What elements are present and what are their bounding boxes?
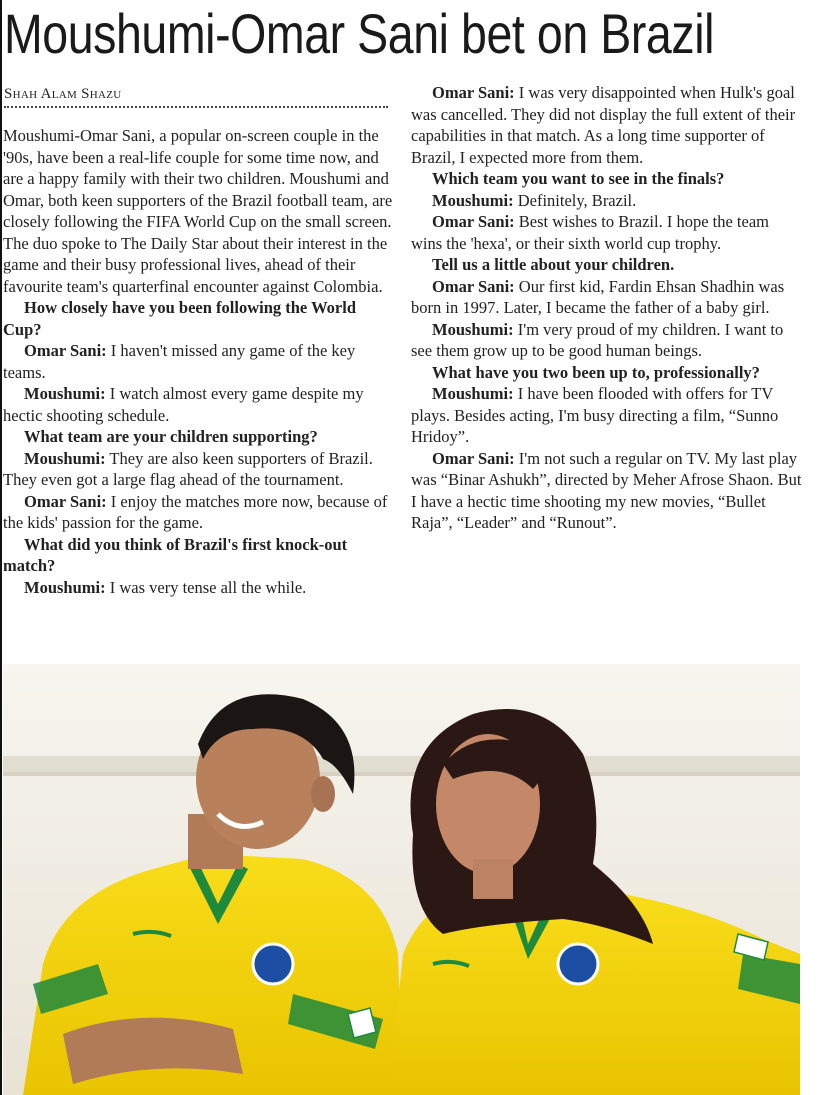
answer-text: I enjoy the matches more now, because of the kids' passion for the game. [3, 491, 388, 532]
answer [411, 190, 803, 212]
intro-paragraph: Moushumi-Omar Sani, a popular on-screen couple in the '90s, have been a real-life couple for some time now, and are a happy family with their two children. Moushumi and Omar, both keen supporters of the Brazil football team, are closely following the FIFA World Cup on the small screen. The duo spoke to The Daily Star about their interest in the game and their busy professional lives, ahead of their favourite team's quarterfinal encounter against Colombia. [3, 126, 393, 296]
photo-wall-ledge [3, 756, 800, 772]
speaker-name: Omar Sani: [24, 491, 107, 511]
speaker-name: Moushumi: [24, 384, 106, 403]
couple-photo [3, 664, 800, 1095]
question: How closely have you been following the World Cup? [3, 298, 356, 339]
speaker-name: Omar Sani: [432, 276, 515, 296]
question: Tell us a little about your children. [432, 255, 675, 274]
answer [411, 448, 803, 534]
answer-text: I have been flooded with offers for TV plays. Besides acting, I'm busy directing a film, “Sunno Hridoy”. [411, 384, 779, 446]
answer [411, 383, 803, 448]
answer-text: Best wishes to Brazil. I hope the team wins the 'hexa', or their sixth world cup trophy. [411, 212, 769, 253]
answer [411, 276, 803, 319]
speaker-name: Moushumi: [432, 319, 514, 339]
speaker-name: Omar Sani: [432, 448, 515, 468]
speaker-name: Moushumi: [432, 384, 514, 403]
speaker-name: Omar Sani: [24, 341, 107, 360]
answer-text: I'm not such a regular on TV. My last play was “Binar Ashukh”, directed by Meher Afrose Shaon. But I have a hectic time shooting my new movies, “Bullet Raja”, “Leader” and “Runout”. [411, 448, 802, 532]
article-column-right [411, 82, 803, 534]
photo-wall-shadow [3, 772, 800, 776]
answer-text: I'm very proud of my children. I want to see them grow up to be good human beings. [411, 319, 784, 360]
speaker-name: Omar Sani: [432, 83, 515, 102]
column-rule [0, 0, 2, 1095]
answer [3, 577, 393, 599]
answer-text: They are also keen supporters of Brazil. They even got a large flag ahead of the tournament. [3, 448, 373, 489]
answer-text: I haven't missed any game of the key teams. [3, 341, 356, 382]
article-column-left [3, 125, 393, 598]
answer-text: I was very disappointed when Hulk's goal was cancelled. They did not display the full extent of their capabilities in that match. As a long time supporter of Brazil, I expected more from them. [411, 83, 796, 167]
question: What team are your children supporting? [24, 427, 318, 446]
answer [411, 82, 803, 168]
dotted-divider [4, 106, 388, 108]
answer [3, 383, 393, 426]
headline: Moushumi-Omar Sani bet on Brazil [4, 2, 715, 65]
answer [411, 211, 803, 254]
answer-text: Our first kid, Fardin Ehsan Shadhin was born in 1997. Later, I became the father of a baby girl. [411, 276, 785, 317]
speaker-name: Moushumi: [24, 448, 106, 468]
answer [411, 319, 803, 362]
answer [3, 448, 393, 491]
speaker-name: Omar Sani: [432, 212, 515, 231]
question: What have you two been up to, professionally? [432, 362, 760, 382]
answer-text: Definitely, Brazil. [513, 190, 637, 210]
speaker-name: Moushumi: [432, 190, 514, 210]
answer-text: I watch almost every game despite my hectic shooting schedule. [3, 384, 364, 425]
answer [3, 340, 393, 383]
question: What did you think of Brazil's first knock-out match? [3, 534, 348, 575]
byline: Shah Alam Shazu [4, 86, 122, 102]
answer [3, 491, 393, 534]
question: Which team you want to see in the finals? [432, 169, 725, 188]
answer-text: I was very tense all the while. [105, 577, 307, 597]
speaker-name: Moushumi: [24, 577, 106, 597]
